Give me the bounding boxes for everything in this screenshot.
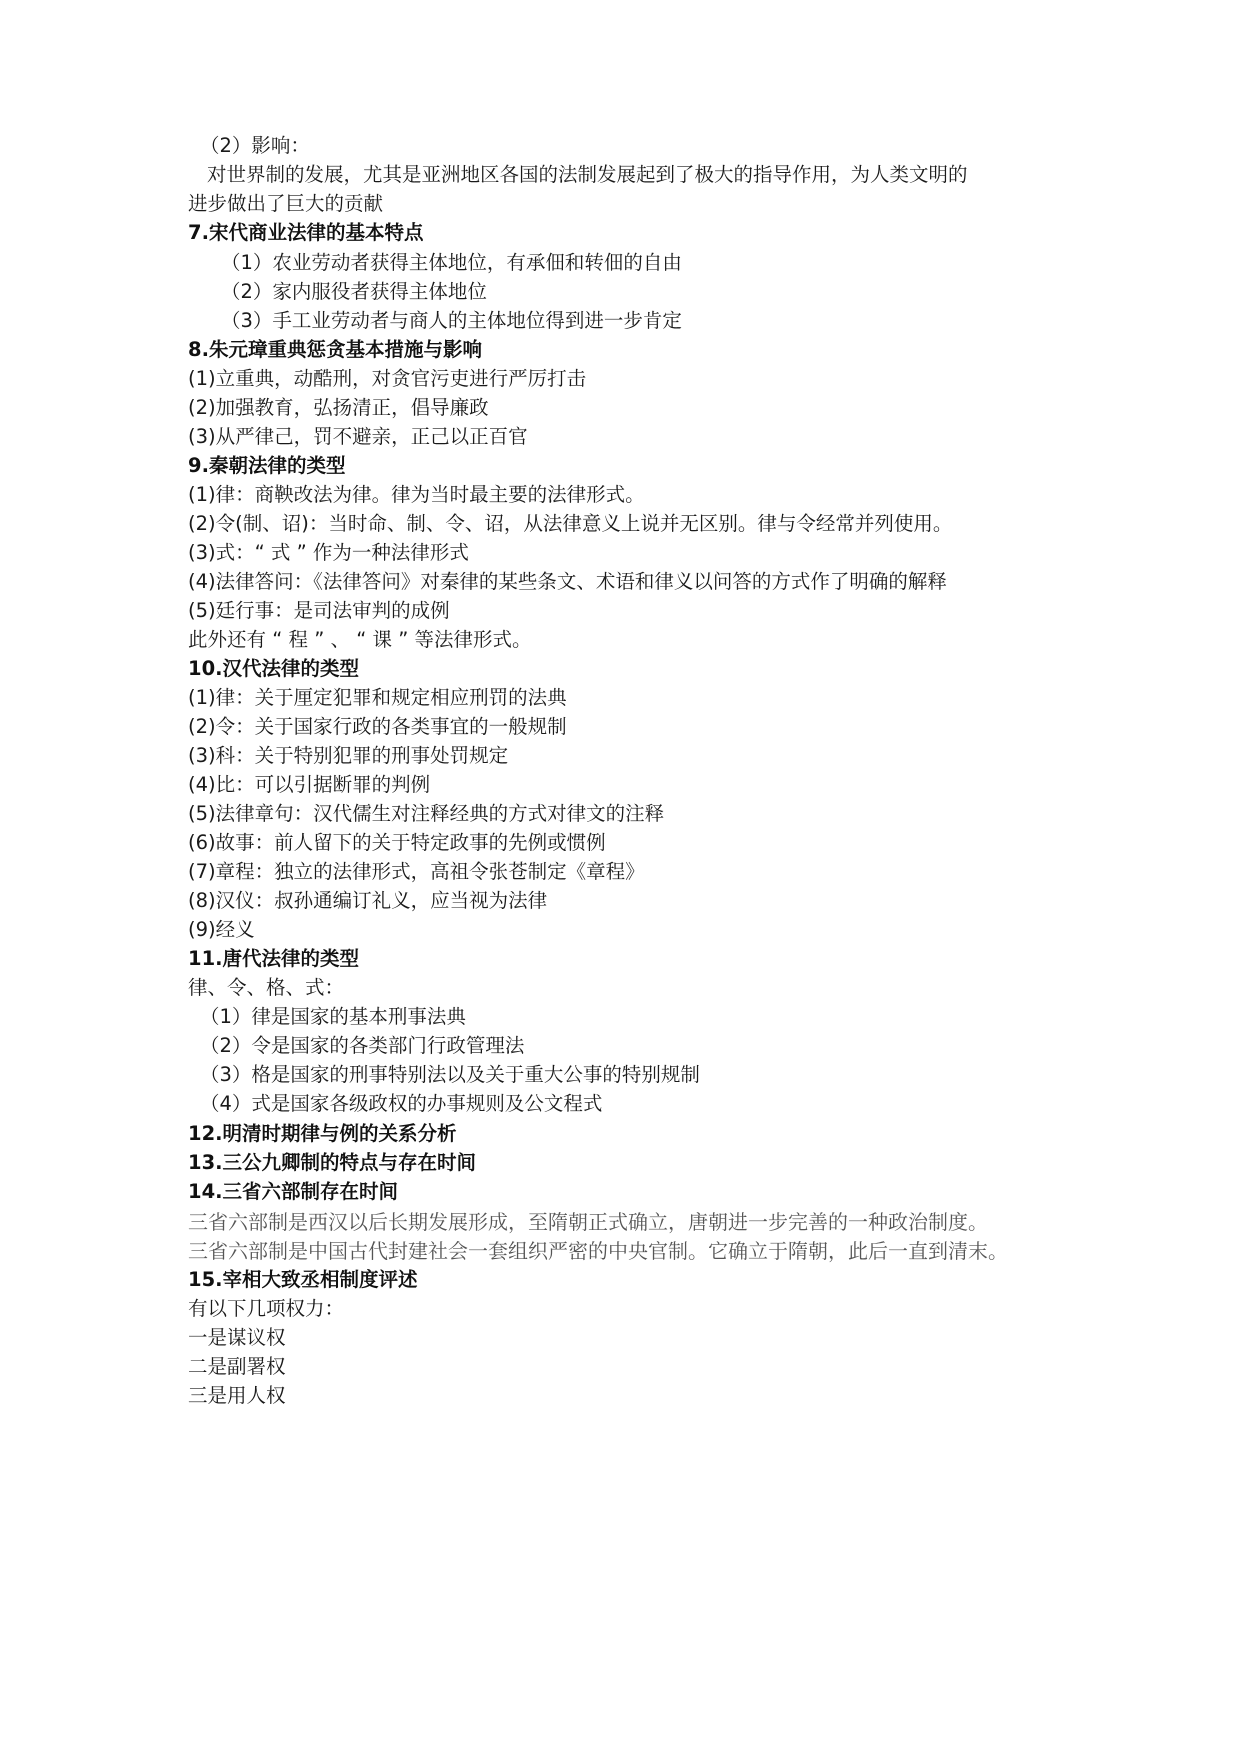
section14-heading: 14.三省六部制存在时间 xyxy=(188,1180,399,1203)
section7-heading: 7.宋代商业法律的基本特点 xyxy=(188,221,424,244)
section6-subtitle: （2）影响： xyxy=(200,134,310,157)
list-item: (8)汉仪：叔孙通编订礼义，应当视为法律 xyxy=(188,889,548,912)
list-item: (5)廷行事：是司法审判的成例 xyxy=(188,599,450,622)
list-item: （2）家内服役者获得主体地位 xyxy=(221,280,487,303)
list-item: (3)科：关于特别犯罪的刑事处罚规定 xyxy=(188,744,509,767)
section11-intro: 律、令、格、式： xyxy=(188,976,345,999)
list-item: 二是副署权 xyxy=(188,1355,286,1378)
list-item: 一是谋议权 xyxy=(188,1326,286,1349)
section8-heading: 8.朱元璋重典惩贪基本措施与影响 xyxy=(188,338,482,361)
list-item: (4)比：可以引据断罪的判例 xyxy=(188,773,431,796)
list-item: (2)加强教育，弘扬清正，倡导廉政 xyxy=(188,396,489,419)
section15-intro: 有以下几项权力： xyxy=(188,1297,345,1320)
section12-heading: 12.明清时期律与例的关系分析 xyxy=(188,1122,457,1145)
list-item: (2)令(制、诏)：当时命、制、令、诏，从法律意义上说并无区别。律与令经常并列使用。 xyxy=(188,512,953,535)
list-item: 此外还有 “ 程 ” 、 “ 课 ” 等法律形式。 xyxy=(188,628,532,651)
list-item: (6)故事：前人留下的关于特定政事的先例或惯例 xyxy=(188,831,606,854)
list-item: (3)式：“ 式 ” 作为一种法律形式 xyxy=(188,541,469,564)
list-item: (7)章程：独立的法律形式，高祖令张苍制定《章程》 xyxy=(188,860,645,883)
section14-paragraph: 三省六部制是西汉以后长期发展形成，至隋朝正式确立，唐朝进一步完善的一种政治制度。 xyxy=(188,1210,988,1234)
list-item: （4）式是国家各级政权的办事规则及公文程式 xyxy=(200,1092,603,1115)
section13-heading: 13.三公九卿制的特点与存在时间 xyxy=(188,1151,477,1174)
list-item: (3)从严律己，罚不避亲，正己以正百官 xyxy=(188,425,528,448)
section6-text-line1: 对世界制的发展，尤其是亚洲地区各国的法制发展起到了极大的指导作用，为人类文明的 xyxy=(207,163,968,186)
list-item: （1）农业劳动者获得主体地位，有承佃和转佃的自由 xyxy=(221,251,682,274)
list-item: （1）律是国家的基本刑事法典 xyxy=(200,1005,466,1028)
list-item: (1)立重典，动酷刑，对贪官污吏进行严厉打击 xyxy=(188,367,587,390)
list-item: (5)法律章句：汉代儒生对注释经典的方式对律文的注释 xyxy=(188,802,665,825)
list-item: (1)律：商鞅改法为律。律为当时最主要的法律形式。 xyxy=(188,483,645,506)
section9-heading: 9.秦朝法律的类型 xyxy=(188,454,346,477)
list-item: (2)令：关于国家行政的各类事宜的一般规制 xyxy=(188,715,567,738)
list-item: （3）手工业劳动者与商人的主体地位得到进一步肯定 xyxy=(221,309,682,332)
section11-heading: 11.唐代法律的类型 xyxy=(188,947,360,970)
list-item: (4)法律答问：《法律答问》对秦律的某些条文、术语和律义以问答的方式作了明确的解释 xyxy=(188,570,947,593)
section10-heading: 10.汉代法律的类型 xyxy=(188,657,360,680)
list-item: （3）格是国家的刑事特别法以及关于重大公事的特别规制 xyxy=(200,1063,700,1086)
list-item: 三是用人权 xyxy=(188,1384,286,1407)
list-item: (1)律：关于厘定犯罪和规定相应刑罚的法典 xyxy=(188,686,567,709)
list-item: (9)经义 xyxy=(188,918,255,941)
section6-text-line2: 进步做出了巨大的贡献 xyxy=(188,192,384,215)
list-item: （2）令是国家的各类部门行政管理法 xyxy=(200,1034,525,1057)
section15-heading: 15.宰相大致丞相制度评述 xyxy=(188,1268,418,1291)
section14-paragraph: 三省六部制是中国古代封建社会一套组织严密的中央官制。它确立于隋朝，此后一直到清末。 xyxy=(188,1239,1008,1263)
